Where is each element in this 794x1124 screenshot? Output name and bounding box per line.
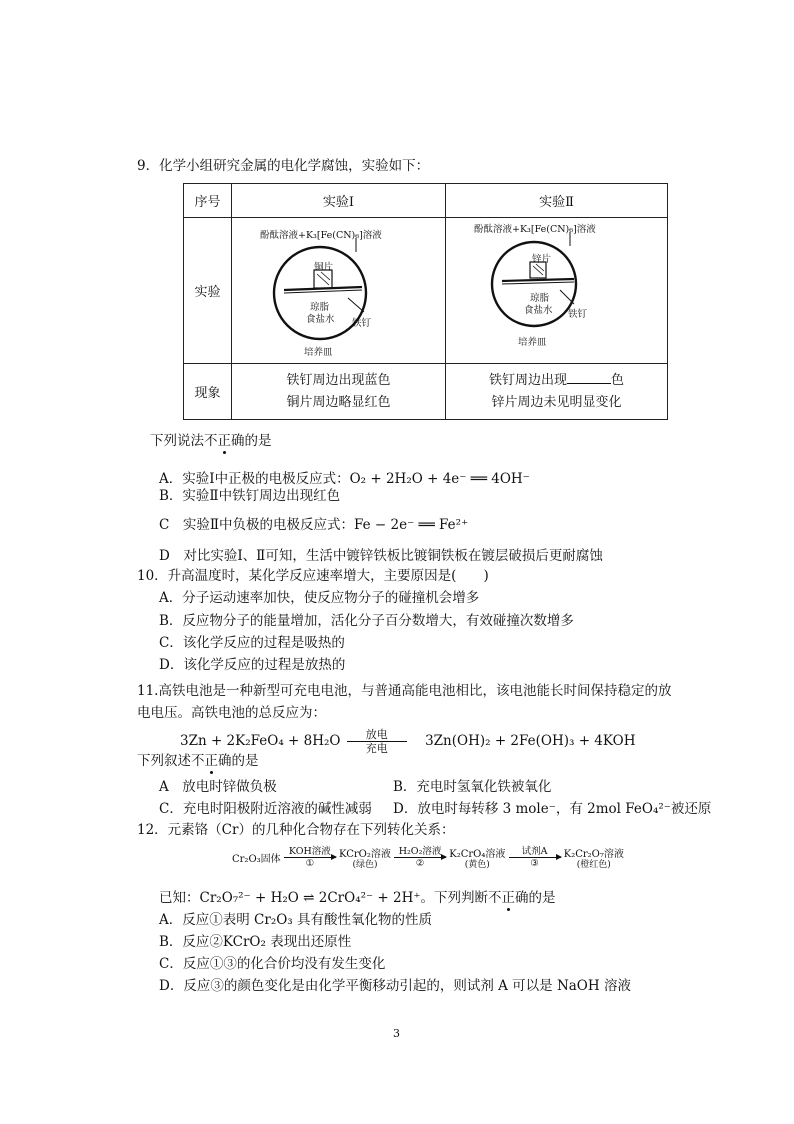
table-header-exp2: 实验Ⅱ bbox=[446, 184, 668, 218]
q9-question-b: 的是 bbox=[244, 433, 272, 449]
exp2-dish-label: 培养皿 bbox=[518, 337, 547, 348]
phenomenon-2-line2: 锌片周边未见明显变化 bbox=[491, 394, 622, 410]
chain-arrow-3-number: ③ bbox=[530, 858, 539, 869]
exp2-nail-label: 铁钉 bbox=[568, 309, 588, 320]
chain-arrow-1-line bbox=[284, 857, 336, 858]
chromium-conversion-chain bbox=[232, 845, 624, 870]
exp2-gel-label: 琼脂 bbox=[530, 293, 550, 304]
q9-option-b: B．实验Ⅱ中铁钉周边出现红色 bbox=[159, 488, 341, 504]
chain-arrow-3 bbox=[509, 846, 561, 869]
phenomenon-2 bbox=[446, 364, 668, 420]
chain-arrow-3-line bbox=[509, 857, 561, 858]
experiment-table bbox=[183, 183, 668, 420]
chain-k2cro4 bbox=[449, 845, 505, 870]
q11-question bbox=[137, 752, 259, 770]
row-label-phenomenon: 现象 bbox=[184, 364, 232, 420]
q12-known-dotted: 不正确 bbox=[488, 890, 529, 906]
q9-option-d: D 对比实验Ⅰ、Ⅱ可知，生活中镀锌铁板比镀铜铁板在镀层破损后更耐腐蚀 bbox=[159, 548, 603, 564]
exp1-gel-label: 琼脂 bbox=[310, 302, 330, 313]
q9-question bbox=[150, 432, 272, 450]
q12-option-c: C．反应①③的化合价均没有发生变化 bbox=[159, 956, 386, 972]
q11-eq-left: 3Zn + 2K₂FeO₄ + 8H₂O bbox=[180, 733, 341, 749]
phenomenon-1 bbox=[232, 364, 446, 420]
q9-option-c: C 实验Ⅱ中负极的电极反应式：Fe − 2e⁻ ══ Fe²⁺ bbox=[159, 517, 469, 533]
q10-option-d: D．该化学反应的过程是放热的 bbox=[159, 657, 346, 673]
q11-option-a: A 放电时锌做负极 bbox=[159, 779, 277, 795]
q11-eq-discharge: 放电 bbox=[365, 728, 388, 741]
petri-dish-2-icon bbox=[446, 218, 668, 363]
phenomenon-2-line1-end: 色 bbox=[611, 372, 625, 388]
chain-arrow-1 bbox=[284, 846, 336, 869]
q9-option-a: A．实验Ⅰ中正极的电极反应式：O₂ + 2H₂O + 4e⁻ ══ 4OH⁻ bbox=[159, 471, 530, 487]
chain-arrow-1-number: ① bbox=[305, 858, 315, 869]
q11-eq-charge: 充电 bbox=[365, 742, 388, 755]
q9-stem: 9．化学小组研究金属的电化学腐蚀，实验如下： bbox=[137, 158, 430, 174]
chain-arrow-2-number: ② bbox=[415, 858, 425, 869]
q11-stem-line1: 11.高铁电池是一种新型可充电电池，与普通高能电池相比，该电池能长时间保持稳定的放 bbox=[137, 683, 672, 699]
q10-option-b: B．反应物分子的能量增加，活化分子百分数增大，有效碰撞次数增多 bbox=[159, 613, 574, 629]
chain-arrow-3-reagent: 试剂A bbox=[521, 846, 548, 857]
q12-option-d: D．反应③的颜色变化是由化学平衡移动引起的，则试剂 A 可以是 NaOH 溶液 bbox=[159, 978, 631, 994]
page-number: 3 bbox=[393, 1027, 400, 1040]
q11-question-b: 的是 bbox=[231, 753, 259, 769]
experiment-2-diagram bbox=[446, 218, 668, 364]
q11-option-d: D．放电时每转移 3 mole⁻，有 2mol FeO₄²⁻被还原 bbox=[393, 801, 712, 817]
phenomenon-1-line1: 铁钉周边出现蓝色 bbox=[286, 372, 391, 388]
table-header-no: 序号 bbox=[184, 184, 232, 218]
chain-arrow-1-reagent: KOH溶液 bbox=[288, 846, 331, 857]
q11-option-c: C．充电时阳极附近溶液的碱性减弱 bbox=[159, 801, 372, 817]
q11-equation bbox=[180, 728, 635, 755]
q12-option-b: B．反应②KCrO₂ 表现出还原性 bbox=[159, 934, 352, 950]
q11-question-dotted: 不正确 bbox=[191, 753, 232, 769]
table-header-exp1: 实验Ⅰ bbox=[232, 184, 446, 218]
chain-k2cro4-color: (黄色) bbox=[464, 860, 490, 870]
answer-blank[interactable] bbox=[567, 370, 611, 384]
q10-option-a: A．分子运动速率加快，使反应物分子的碰撞机会增多 bbox=[159, 590, 480, 606]
chain-kcro2 bbox=[339, 845, 391, 870]
chain-arrow-2-line bbox=[394, 857, 446, 858]
exp1-nail-label: 铁钉 bbox=[352, 318, 372, 329]
q11-eq-right: 3Zn(OH)₂ + 2Fe(OH)₃ + 4KOH bbox=[425, 733, 636, 749]
q11-eq-arrow bbox=[347, 728, 407, 755]
q11-question-a: 下列叙述 bbox=[137, 753, 191, 769]
q12-known bbox=[159, 889, 556, 907]
chain-kcro2-color: (绿色) bbox=[352, 860, 378, 870]
chain-k2cro4-formula: K₂CrO₄溶液 bbox=[449, 849, 506, 860]
exp1-salt-label: 食盐水 bbox=[306, 314, 335, 325]
chain-k2cr2o7 bbox=[564, 845, 624, 870]
phenomenon-2-line1 bbox=[446, 370, 667, 392]
q9-question-dotted: 不正确 bbox=[204, 433, 245, 449]
q12-known-b: 的是 bbox=[528, 890, 556, 906]
row-label-experiment: 实验 bbox=[184, 218, 232, 364]
exp2-plate-label: 锌片 bbox=[532, 254, 552, 265]
q12-stem: 12．元素铬（Cr）的几种化合物存在下列转化关系： bbox=[137, 822, 455, 838]
q10-option-c: C．该化学反应的过程是吸热的 bbox=[159, 635, 345, 651]
exp2-salt-label: 食盐水 bbox=[524, 305, 553, 316]
q10-stem: 10．升高温度时，某化学反应速率增大，主要原因是( ) bbox=[137, 568, 489, 584]
exp1-top-label: 酚酞溶液+K₃[Fe(CN)₆]溶液 bbox=[260, 230, 382, 241]
chain-arrow-2 bbox=[394, 846, 446, 869]
q12-option-a: A．反应①表明 Cr₂O₃ 具有酸性氧化物的性质 bbox=[159, 912, 433, 928]
q11-option-b: B．充电时氢氧化铁被氧化 bbox=[393, 779, 552, 795]
exp1-dish-label: 培养皿 bbox=[304, 347, 333, 358]
exp2-top-label: 酚酞溶液+K₃[Fe(CN)₆]溶液 bbox=[474, 224, 596, 235]
petri-dish-1-icon bbox=[232, 218, 446, 363]
chain-kcro2-formula: KCrO₂溶液 bbox=[339, 849, 391, 860]
chain-k2cr2o7-color: (橙红色) bbox=[576, 860, 611, 870]
q12-known-a: 已知：Cr₂O₇²⁻ + H₂O ⇌ 2CrO₄²⁻ + 2H⁺。下列判断 bbox=[159, 890, 489, 906]
phenomenon-1-line2: 铜片周边略显红色 bbox=[286, 394, 391, 410]
exp1-plate-label: 铜片 bbox=[314, 262, 334, 273]
q9-question-a: 下列说法 bbox=[150, 433, 204, 449]
experiment-1-diagram bbox=[232, 218, 446, 364]
chain-arrow-2-reagent: H₂O₂溶液 bbox=[398, 846, 442, 857]
phenomenon-2-line1-start: 铁钉周边出现 bbox=[488, 372, 567, 388]
chain-cr2o3: Cr₂O₃固体 bbox=[232, 854, 281, 865]
chain-k2cr2o7-formula: K₂Cr₂O₇溶液 bbox=[563, 849, 624, 860]
q11-stem-line2: 电电压。高铁电池的总反应为： bbox=[137, 705, 326, 721]
